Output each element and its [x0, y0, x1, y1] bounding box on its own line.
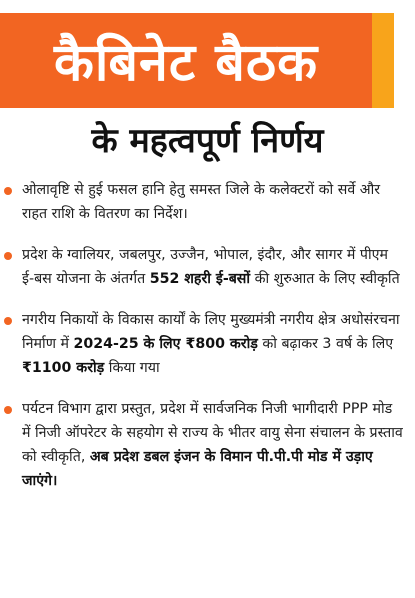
decision-item: [0, 397, 415, 493]
decision-text: को बढ़ाकर 3 वर्ष के लिए: [257, 336, 394, 352]
bullet-dot-icon: [4, 406, 12, 414]
bullet-dot-icon: [4, 187, 12, 195]
decision-highlight: 2024-25 के लिए ₹800 करोड़: [73, 336, 258, 352]
decision-highlight: ₹1100 करोड़: [22, 360, 105, 376]
decision-item: [0, 243, 415, 291]
decision-text: नगरीय निकायों के विकास कार्यों के लिए मुख्यमंत्री नगरीय क्षेत्र अधोसंरचना निर्माण में: [22, 312, 400, 352]
decision-text: ओलावृष्टि से हुई फसल हानि हेतु समस्त जिले के कलेक्टरों को सर्वे और राहत राशि के वितरण का निर्देश।: [22, 182, 381, 222]
page-title: कैबिनेट बैठक: [53, 33, 319, 93]
decision-text: प्रदेश के ग्वालियर, जबलपुर, उज्जैन, भोपाल, इंदौर, और सागर में पीएम ई-बस योजना के अंतर्गत: [22, 247, 388, 287]
decision-highlight: 552 शहरी ई-बसों: [149, 271, 251, 287]
decision-item: [0, 178, 415, 226]
decision-list: [0, 178, 415, 493]
page-subtitle: के महत्वपूर्ण निर्णय: [91, 121, 324, 161]
decision-text: की शुरुआत के लिए स्वीकृति: [250, 271, 400, 287]
bullet-dot-icon: [4, 252, 12, 260]
bullet-dot-icon: [4, 317, 12, 325]
title-banner-accent: [372, 13, 394, 108]
decision-text: पर्यटन विभाग द्वारा प्रस्तुत, प्रदेश में सार्वजनिक निजी भागीदारी PPP मोड में निजी ऑपरेटर के सहयोग से राज्य के भीतर वायु सेना संचालन के प्रस्ताव को स्वीकृति,: [22, 401, 403, 465]
decision-item: [0, 308, 415, 380]
decision-highlight: अब प्रदेश डबल इंजन के विमान पी.पी.पी मोड में उड़ाए जाएंगे।: [22, 449, 373, 489]
decision-text: किया गया: [104, 360, 160, 376]
